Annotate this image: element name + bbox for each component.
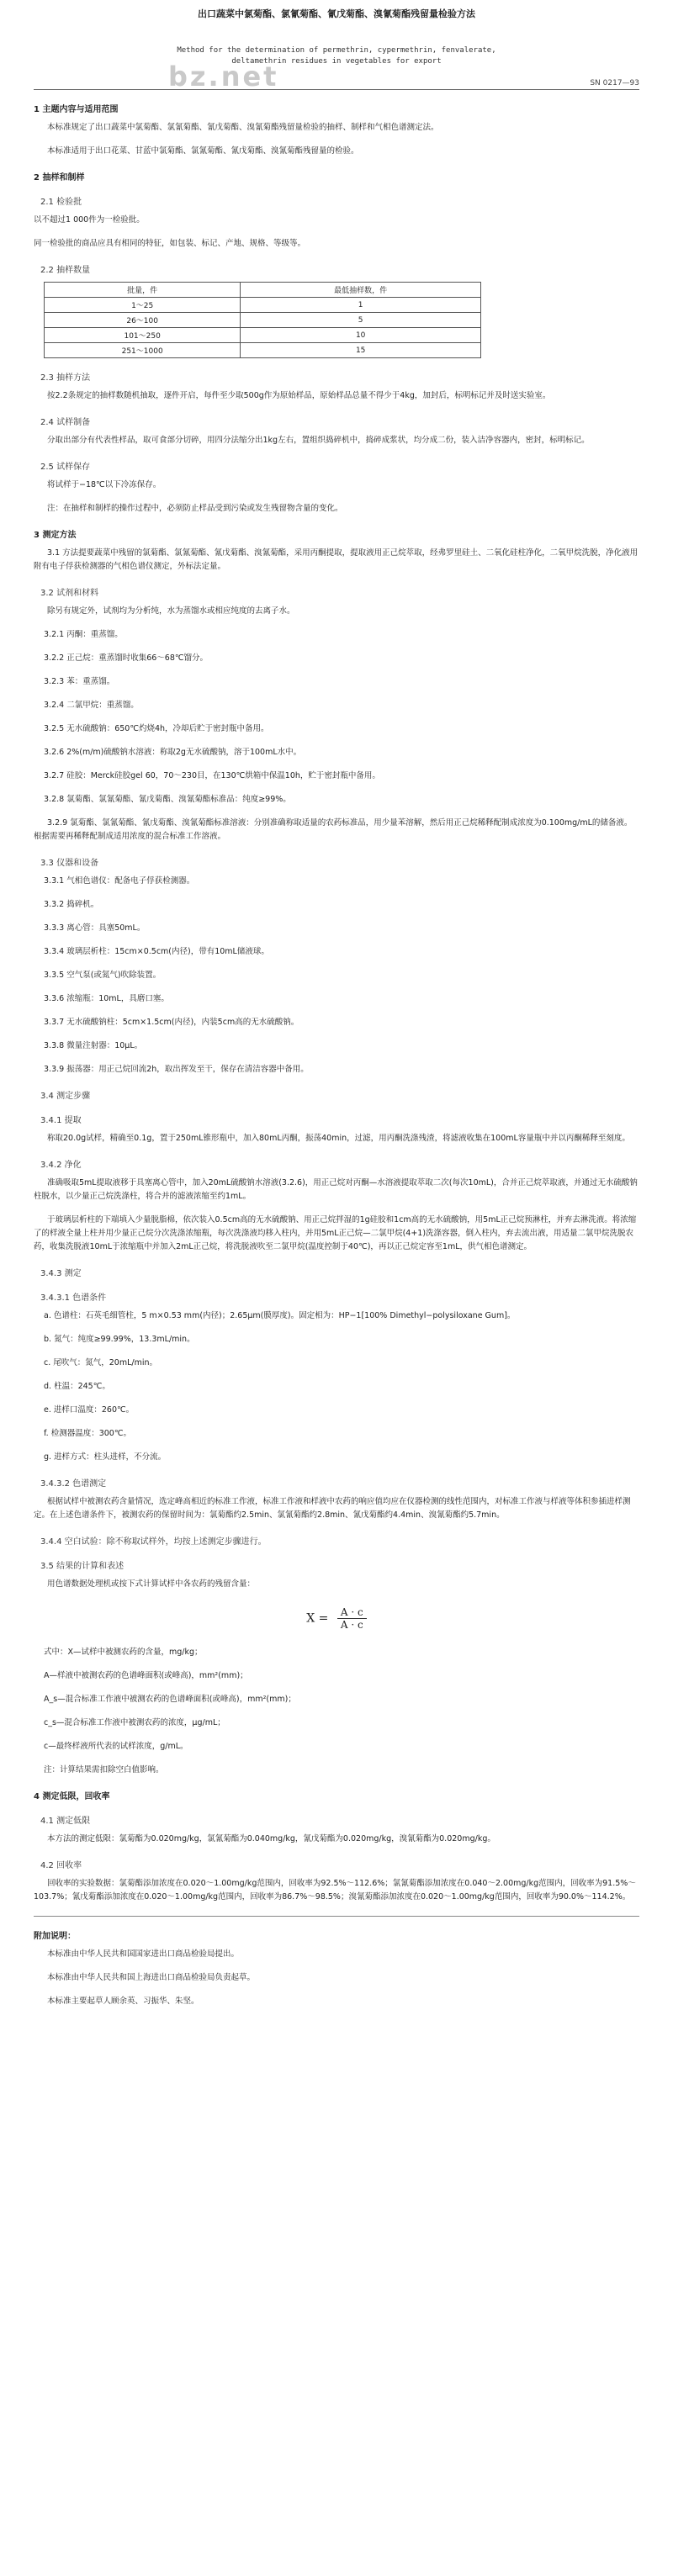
subsection-heading: 2.3 抽样方法 xyxy=(40,373,91,383)
list-item: 3.3.1 气相色谱仪：配备电子俘获检测器。 xyxy=(44,876,195,886)
sampling-table xyxy=(44,282,481,358)
list-item: 3.2.7 硅胶：Merck硅胶gel 60，70～230目，在130℃烘箱中保温10h，贮于密封瓶中备用。 xyxy=(44,771,380,780)
list-item: 3.3.8 微量注射器：10μL。 xyxy=(44,1041,143,1050)
paragraph: 本标准适用于出口花菜、甘蓝中氯菊酯、氯氰菊酯、氰戊菊酯、溴氰菊酯残留量的检验。 xyxy=(47,146,359,156)
subsection-heading: 3.4.2 净化 xyxy=(40,1161,82,1170)
subsection-heading: 3.4.4 空白试验：除不称取试样外，均按上述测定步骤进行。 xyxy=(40,1537,267,1547)
section-2-heading: 2 抽样和制样 xyxy=(34,173,85,182)
subtitle-line: Method for the determination of permethrin, cypermethrin, fenvalerate, xyxy=(177,46,496,55)
subsection-heading: 3.4.1 提取 xyxy=(40,1116,82,1125)
list-item: 3.3.7 无水硫酸钠柱：5cm×1.5cm(内径)，内装5cm高的无水硫酸钠。 xyxy=(44,1018,299,1027)
header-divider xyxy=(34,89,639,90)
subsection-heading: 3.5 结果的计算和表述 xyxy=(40,1562,125,1571)
table-cell: 10 xyxy=(241,328,481,343)
table-cell: 1～25 xyxy=(45,298,241,313)
appendix-line: 本标准由中华人民共和国国家进出口商品检验局提出。 xyxy=(47,1949,240,1959)
formula-legend: A_s—混合标准工作液中被测农药的色谱峰面积(或峰高)，mm²(mm)； xyxy=(44,1695,296,1704)
paragraph: 回收率的实验数据：氯菊酯添加浓度在0.020～1.00mg/kg范围内，回收率为92.5%～112.6%；氯氰菊酯添加浓度在0.040～2.00mg/kg范围内，回收率为91.5%～103.7%；氰戊菊酯添加浓度在0.020～1.00mg/kg范围内，回收率为86.7%～98.5%；溴氰菊酯添加浓度在0.020～1.00mg/kg范围内，回收率为90.0%～114.2%。 xyxy=(34,1879,636,1902)
table-cell: 5 xyxy=(241,313,481,328)
paragraph: 3.1 方法提要蔬菜中残留的氯菊酯、氯氰菊酯、氰戊菊酯、溴氰菊酯，采用丙酮提取，提取液用正己烷萃取，经弗罗里硅土、二氧化硅柱净化，二氧甲烷洗脱，净化液用附有电子俘获检测器的气相色谱仪测定，外标法定量。 xyxy=(34,548,639,571)
table-row xyxy=(45,328,481,343)
list-item: 3.2.6 2%(m/m)硫酸钠水溶液：称取2g无水硫酸钠，溶于100mL水中。 xyxy=(44,748,302,757)
paragraph: 本标准规定了出口蔬菜中氯菊酯、氯氰菊酯、氰戊菊酯、溴氰菊酯残留量检验的抽样、制样和气相色谱测定法。 xyxy=(47,123,439,132)
list-item: 3.3.3 离心管：具塞50mL。 xyxy=(44,923,146,933)
subsection-heading: 2.4 试样制备 xyxy=(40,418,91,427)
paragraph: 称取20.0g试样，精确至0.1g，置于250mL锥形瓶中，加入80mL丙酮，振荡40min，过滤，用丙酮洗涤残渣，将滤液收集在100mL容量瓶中并以丙酮稀释至刻度。 xyxy=(47,1134,630,1143)
subtitle-line: deltamethrin residues in vegetables for export xyxy=(231,57,442,66)
english-subtitle xyxy=(34,45,639,67)
subsection-heading: 2.5 试样保存 xyxy=(40,463,91,472)
table-cell: 26～100 xyxy=(45,313,241,328)
formula-legend: c_s—混合标准工作液中被测农药的浓度，μg/mL； xyxy=(44,1718,225,1727)
formula-numerator: A · c xyxy=(337,1606,367,1619)
paragraph: 将试样于−18℃以下冷冻保存。 xyxy=(47,480,162,489)
paragraph: 本方法的测定低限：氯菊酯为0.020mg/kg，氯氰菊酯为0.040mg/kg，氰戊菊酯为0.020mg/kg，溴氰菊酯为0.020mg/kg。 xyxy=(47,1834,495,1843)
subsection-heading: 3.2 试剂和材料 xyxy=(40,589,99,598)
list-item: b. 氮气：纯度≥99.99%，13.3mL/min。 xyxy=(44,1335,195,1344)
document-page xyxy=(34,0,639,2018)
subsection-heading: 3.4.3.1 色谱条件 xyxy=(40,1293,107,1303)
table-row xyxy=(45,313,481,328)
list-item: 3.3.5 空气泵(或氮气)吹除装置。 xyxy=(44,971,162,980)
section-4-heading: 4 测定低限，回收率 xyxy=(34,1792,110,1801)
list-item: 3.3.6 浓缩瓶：10mL，具磨口塞。 xyxy=(44,994,169,1003)
list-item: a. 色谱柱：石英毛细管柱，5 m×0.53 mm(内径)；2.65μm(膜厚度)。固定相为：HP−1[100% Dimethyl−polysiloxane Gum]。 xyxy=(44,1311,516,1320)
list-item: 3.2.3 苯：重蒸馏。 xyxy=(44,677,115,686)
formula-lhs: X = xyxy=(306,1611,329,1626)
list-item: c. 尾吹气：氮气，20mL/min。 xyxy=(44,1358,158,1367)
list-item: 3.3.2 捣碎机。 xyxy=(44,900,99,909)
table-cell: 15 xyxy=(241,343,481,358)
list-item: e. 进样口温度：260℃。 xyxy=(44,1405,135,1415)
table-row xyxy=(45,298,481,313)
subsection-heading: 3.3 仪器和设备 xyxy=(40,859,99,868)
standard-number: SN 0217—93 xyxy=(590,79,639,87)
paragraph: 于玻璃层析柱的下端填入少量脱脂棉，依次装入0.5cm高的无水硫酸钠、用正己烷拌湿的1g硅胶和1cm高的无水硫酸钠，用5mL正己烷预淋柱，并弃去淋洗液。将浓缩了的样液全量上柱并用少量正己烷分次洗涤浓缩瓶，每次洗涤液均移入柱内，并用5mL正己烷—二氯甲烷(4+1)洗涤容器，倒入柱内，弃去流出液，用适量二氯甲烷洗脱农药，收集洗脱液10mL于浓缩瓶中并加入2mL正己烷，将洗脱液吹至二氯甲烷(温度控制于40℃)，再以正己烷定容至1mL，供气相色谱测定。 xyxy=(34,1215,637,1251)
paragraph: 以不超过1 000件为一检验批。 xyxy=(34,215,145,225)
paragraph: 准确吸取5mL提取液移于具塞离心管中，加入20mL硫酸钠水溶液(3.2.6)，用正己烷对丙酮—水溶液提取萃取二次(每次10mL)，合并正己烷萃取液，并通过无水硫酸钠柱脱水，以少量正己烷洗涤柱，将合并的滤液浓缩至约1mL。 xyxy=(34,1178,638,1201)
formula-legend: c—最终样液所代表的试样浓度，g/mL。 xyxy=(44,1742,188,1751)
formula-legend: 式中：X—试样中被测农药的含量，mg/kg； xyxy=(44,1648,203,1657)
list-item: f. 检测器温度：300℃。 xyxy=(44,1429,131,1438)
appendix-line: 本标准主要起草人顾余英、习振华、朱坚。 xyxy=(47,1997,199,2006)
subsection-heading: 3.4.3.2 色谱测定 xyxy=(40,1479,107,1489)
list-item: 3.2.8 氯菊酯、氯氰菊酯、氰戊菊酯、溴氰菊酯标准品：纯度≥99%。 xyxy=(44,795,291,804)
list-item: g. 进样方式：柱头进样，不分流。 xyxy=(44,1452,167,1462)
subsection-heading: 3.4 测定步骤 xyxy=(40,1092,91,1101)
table-cell: 101～250 xyxy=(45,328,241,343)
formula-legend: 注：计算结果需扣除空白值影响。 xyxy=(44,1765,164,1775)
paragraph: 分取出部分有代表性样品，取可食部分切碎，用四分法缩分出1kg左右，置组织捣碎机中，捣碎成浆状，均分成二份，装入洁净容器内，密封，标明标记。 xyxy=(47,436,590,445)
table-header: 最低抽样数，件 xyxy=(241,283,481,298)
formula-fraction xyxy=(337,1606,367,1631)
paragraph: 3.2.9 氯菊酯、氯氰菊酯、氰戊菊酯、溴氰菊酯标准溶液：分别准确称取适量的农药标准品，用少量苯溶解，然后用正己烷稀释配制成浓度为0.100mg/mL的储备液。根据需要再稀释配制成适用浓度的混合标准工作溶液。 xyxy=(34,818,633,841)
subsection-heading: 3.4.3 测定 xyxy=(40,1269,82,1278)
list-item: 3.3.9 振荡器：用正己烷回流2h，取出挥发至干，保存在清洁容器中备用。 xyxy=(44,1065,309,1074)
appendix-line: 本标准由中华人民共和国上海进出口商品检验局负责起草。 xyxy=(47,1973,256,1982)
list-item: d. 柱温：245℃。 xyxy=(44,1382,110,1391)
paragraph: 同一检验批的商品应具有相同的特征，如包装、标记、产地、规格、等级等。 xyxy=(34,239,306,248)
paragraph: 用色谱数据处理机或按下式计算试样中各农药的残留含量： xyxy=(47,1579,256,1589)
calculation-formula xyxy=(34,1606,639,1631)
list-item: 3.3.4 玻璃层析柱：15cm×0.5cm(内径)，带有10mL储液球。 xyxy=(44,947,269,956)
section-3-heading: 3 测定方法 xyxy=(34,531,77,540)
list-item: 3.2.1 丙酮：重蒸馏。 xyxy=(44,630,123,639)
paragraph: 按2.2条规定的抽样数随机抽取，逐件开启，每件至少取500g作为原始样品，原始样品总量不得少于4kg，加封后，标明标记并及时送实验室。 xyxy=(47,391,551,400)
note: 注：在抽样和制样的操作过程中，必须防止样品受到污染或发生残留物含量的变化。 xyxy=(47,504,343,513)
subsection-heading: 4.1 测定低限 xyxy=(40,1817,91,1826)
subsection-heading: 2.2 抽样数量 xyxy=(40,266,91,275)
formula-denominator: A · c xyxy=(340,1619,363,1631)
watermark: bz.net xyxy=(168,61,279,93)
section-1-heading: 1 主题内容与适用范围 xyxy=(34,105,119,114)
formula-legend: A—样液中被测农药的色谱峰面积(或峰高)，mm²(mm)； xyxy=(44,1671,248,1680)
paragraph: 根据试样中被测农药含量情况，选定峰高相近的标准工作液，标准工作液和样液中农药的响应值均应在仪器检测的线性范围内，对标准工作液与样液等体积参插进样测定。在上述色谱条件下，被测农药的保留时间为：氯菊酯约2.5min、氯氰菊酯约2.8min、氰戊菊酯约4.4min、溴氰菊酯约5.7min。 xyxy=(34,1497,631,1520)
table-header: 批量，件 xyxy=(45,283,241,298)
table-cell: 1 xyxy=(241,298,481,313)
list-item: 3.2.5 无水硫酸钠：650℃灼烧4h，冷却后贮于密封瓶中备用。 xyxy=(44,724,269,733)
list-item: 3.2.4 二氯甲烷：重蒸馏。 xyxy=(44,701,139,710)
table-cell: 251～1000 xyxy=(45,343,241,358)
subsection-heading: 2.1 检验批 xyxy=(40,198,82,207)
paragraph: 除另有规定外，试剂均为分析纯，水为蒸馏水或相应纯度的去离子水。 xyxy=(47,606,295,616)
appendix-divider xyxy=(34,1916,639,1917)
list-item: 3.2.2 正己烷：重蒸馏时收集66～68℃馏分。 xyxy=(44,653,209,663)
appendix-heading: 附加说明： xyxy=(34,1932,76,1941)
subsection-heading: 4.2 回收率 xyxy=(40,1861,82,1870)
document-title: 出口蔬菜中氯菊酯、氯氰菊酯、氰戊菊酯、溴氰菊酯残留量检验方法 xyxy=(198,8,475,19)
table-row xyxy=(45,343,481,358)
